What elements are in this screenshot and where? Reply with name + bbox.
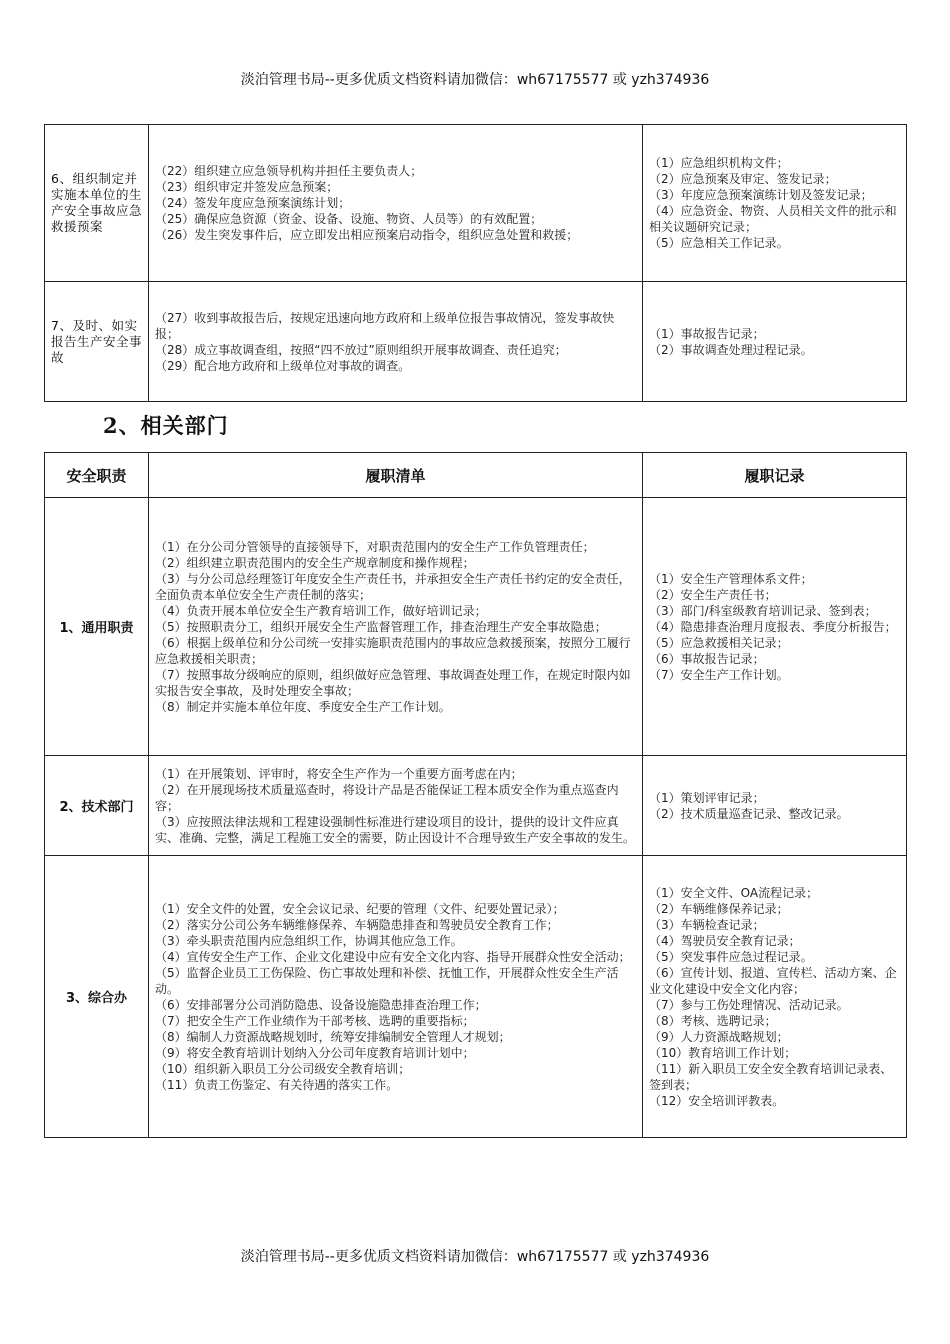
list-item: （2）事故调查处理过程记录。 xyxy=(649,342,813,357)
list-item: （2）技术质量巡查记录、整改记录。 xyxy=(649,806,849,821)
table-row xyxy=(45,125,907,282)
list-item: （2）在开展现场技术质量巡查时，将设计产品是否能保证工程本质安全作为重点巡查内容； xyxy=(155,782,619,813)
list-item: （1）在开展策划、评审时，将安全生产作为一个重要方面考虑在内； xyxy=(155,766,523,781)
duty-name: 7、及时、如实报告生产安全事故 xyxy=(45,282,149,402)
duty-list xyxy=(149,856,643,1138)
duty-list xyxy=(149,282,643,402)
record-list xyxy=(643,498,907,756)
list-item: （1）安全文件、OA流程记录； xyxy=(649,885,819,900)
list-item: （1）策划评审记录； xyxy=(649,790,765,805)
list-item: （23）组织审定并签发应急预案； xyxy=(155,180,339,194)
list-item: （3）牵头职责范围内应急组织工作，协调其他应急工作。 xyxy=(155,933,463,948)
duty-table-leadership xyxy=(44,124,907,402)
list-item: （1）在分公司分管领导的直接领导下，对职责范围内的安全生产工作负管理责任； xyxy=(155,539,595,554)
list-item: （6）宣传计划、报道、宣传栏、活动方案、企业文化建设中安全文化内容； xyxy=(649,965,897,996)
list-item: （2）落实分公司公务车辆维修保养、车辆隐患排查和驾驶员安全教育工作； xyxy=(155,917,559,932)
list-item: （4）负责开展本单位安全生产教育培训工作，做好培训记录； xyxy=(155,603,487,618)
list-item: （8）编制人力资源战略规划时，统筹安排编制安全管理人才规划； xyxy=(155,1029,511,1044)
list-item: （3）部门/科室级教育培训记录、签到表； xyxy=(649,603,877,618)
duty-list xyxy=(149,756,643,856)
list-item: （1）应急组织机构文件； xyxy=(649,156,789,170)
duty-list xyxy=(149,498,643,756)
list-item: （5）按照职责分工，组织开展安全生产监督管理工作，排查治理生产安全事故隐患； xyxy=(155,619,607,634)
list-item: （2）组织建立职责范围内的安全生产规章制度和操作规程； xyxy=(155,555,475,570)
list-item: （5）监督企业员工工伤保险、伤亡事故处理和补偿、抚恤工作，开展群众性安全生产活动。 xyxy=(155,965,619,996)
record-list xyxy=(643,756,907,856)
list-item: （2）应急预案及审定、签发记录； xyxy=(649,172,837,186)
list-item: （4）驾驶员安全教育记录； xyxy=(649,933,801,948)
section-title: 2、相关部门 xyxy=(103,413,229,438)
list-item: （7）安全生产工作计划。 xyxy=(649,667,789,682)
column-header-list: 履职清单 xyxy=(149,453,643,498)
list-item: （12）安全培训评教表。 xyxy=(649,1093,785,1108)
list-item: （4）隐患排查治理月度报表、季度分析报告； xyxy=(649,619,897,634)
list-item: （2）安全生产责任书； xyxy=(649,587,777,602)
list-item: （5）应急救援相关记录； xyxy=(649,635,789,650)
table-row xyxy=(45,856,907,1138)
list-item: （7）把安全生产工作业绩作为干部考核、选聘的重要指标； xyxy=(155,1013,475,1028)
list-item: （27）收到事故报告后，按规定迅速向地方政府和上级单位报告事故情况，签发事故快报； xyxy=(155,310,615,341)
list-item: （4）宣传安全生产工作、企业文化建设中应有安全文化内容、指导开展群众性安全活动； xyxy=(155,949,631,964)
list-item: （28）成立事故调查组，按照“四不放过”原则组织开展事故调查、责任追究； xyxy=(155,342,567,357)
list-item: （6）事故报告记录； xyxy=(649,651,765,666)
list-item: （3）与分公司总经理签订年度安全生产责任书，并承担安全生产责任书约定的安全责任，全面负责本单位安全生产责任制的落实； xyxy=(155,571,631,602)
list-item: （11）新入职员工安全安全教育培训记录表、签到表； xyxy=(649,1061,893,1092)
duty-name: 2、技术部门 xyxy=(45,756,149,856)
list-item: （4）应急资金、物资、人员相关文件的批示和相关议题研究记录； xyxy=(649,204,897,234)
duty-name: 6、组织制定并实施本单位的生产安全事故应急救援预案 xyxy=(45,125,149,282)
list-item: （25）确保应急资源（资金、设备、设施、物资、人员等）的有效配置； xyxy=(155,212,543,226)
list-item: （3）年度应急预案演练计划及签发记录； xyxy=(649,188,873,202)
list-item: （5）突发事件应急过程记录。 xyxy=(649,949,813,964)
list-item: （6）安排部署分公司消防隐患、设备设施隐患排查治理工作； xyxy=(155,997,487,1012)
record-list xyxy=(643,282,907,402)
list-item: （7）按照事故分级响应的原则，组织做好应急管理、事故调查处理工作，在规定时限内如实报告安全事故，及时处理安全事故； xyxy=(155,667,631,698)
list-item: （10）教育培训工作计划； xyxy=(649,1045,797,1060)
column-header-duty: 安全职责 xyxy=(45,453,149,498)
table-row xyxy=(45,498,907,756)
list-item: （1）安全生产管理体系文件； xyxy=(649,571,813,586)
list-item: （29）配合地方政府和上级单位对事故的调查。 xyxy=(155,358,411,373)
list-item: （11）负责工伤鉴定、有关待遇的落实工作。 xyxy=(155,1077,399,1092)
duty-list xyxy=(149,125,643,282)
list-item: （9）人力资源战略规划； xyxy=(649,1029,789,1044)
list-item: （10）组织新入职员工分公司级安全教育培训； xyxy=(155,1061,411,1076)
list-item: （24）签发年度应急预案演练计划； xyxy=(155,196,351,210)
list-item: （22）组织建立应急领导机构并担任主要负责人； xyxy=(155,164,423,178)
duty-name: 1、通用职责 xyxy=(45,498,149,756)
page-header-text: 淡泊管理书局--更多优质文档资料请加微信：wh67175577 或 yzh374936 xyxy=(240,72,710,88)
list-item: （2）车辆维修保养记录； xyxy=(649,901,789,916)
table-row xyxy=(45,756,907,856)
list-item: （26）发生突发事件后，应立即发出相应预案启动指令，组织应急处置和救援； xyxy=(155,228,579,242)
list-item: （1）安全文件的处置，安全会议记录、纪要的管理（文件、纪要处置记录）； xyxy=(155,901,565,916)
list-item: （3）车辆检查记录； xyxy=(649,917,765,932)
list-item: （5）应急相关工作记录。 xyxy=(649,236,789,250)
duty-name: 3、综合办 xyxy=(45,856,149,1138)
list-item: （9）将安全教育培训计划纳入分公司年度教育培训计划中； xyxy=(155,1045,475,1060)
list-item: （8）考核、选聘记录； xyxy=(649,1013,777,1028)
record-list xyxy=(643,856,907,1138)
list-item: （1）事故报告记录； xyxy=(649,326,765,341)
duty-table-departments xyxy=(44,452,907,1138)
list-item: （8）制定并实施本单位年度、季度安全生产工作计划。 xyxy=(155,699,451,714)
record-list xyxy=(643,125,907,282)
table-row xyxy=(45,282,907,402)
list-item: （7）参与工伤处理情况、活动记录。 xyxy=(649,997,849,1012)
page-footer-text: 淡泊管理书局--更多优质文档资料请加微信：wh67175577 或 yzh374936 xyxy=(240,1249,710,1265)
list-item: （3）应按照法律法规和工程建设强制性标准进行建设项目的设计，提供的设计文件应真实、准确、完整，满足工程施工安全的需要，防止因设计不合理导致生产安全事故的发生。 xyxy=(155,814,636,845)
table-header-row xyxy=(45,453,907,498)
list-item: （6）根据上级单位和分公司统一安排实施职责范围内的事故应急救援预案，按照分工履行应急救援相关职责； xyxy=(155,635,631,666)
column-header-records: 履职记录 xyxy=(643,453,907,498)
